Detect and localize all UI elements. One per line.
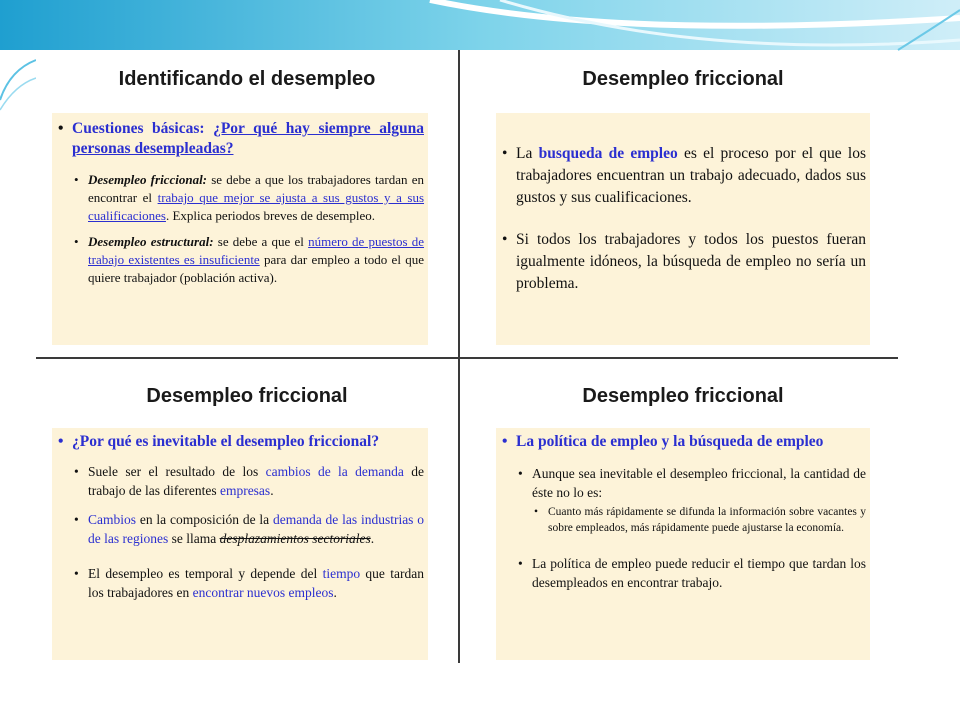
q3-text: El desempleo es temporal y depende del bbox=[88, 566, 318, 581]
q1-question-prefix: Cuestiones básicas: bbox=[72, 120, 205, 137]
q3-text: que tardan los trabajadores en bbox=[88, 566, 424, 600]
q4-subitem-inevitable: • Aunque sea inevitable el desempleo friccional, la cantidad de éste no lo es: bbox=[516, 464, 866, 502]
q3-text: Suele ser el resultado de los bbox=[88, 464, 259, 479]
q3-box bbox=[52, 428, 428, 660]
q3-text: en la composición de la bbox=[139, 512, 270, 527]
q3-term-desplazamientos: desplazamientos sectoriales bbox=[219, 531, 371, 546]
q3-subitem-temporal bbox=[72, 564, 424, 602]
q3-link-encontrar-empleos: encontrar nuevos empleos bbox=[192, 585, 334, 600]
q4-title: Desempleo friccional bbox=[582, 385, 784, 407]
q3-link-demanda-industrias: demanda de las industrias o de las regiones bbox=[88, 512, 425, 546]
q3-text: se llama bbox=[171, 531, 217, 546]
q3-title: Desempleo friccional bbox=[146, 385, 348, 407]
q2-paragraph-1 bbox=[500, 143, 866, 209]
q1-box bbox=[52, 113, 428, 345]
q1-title: Identificando el desempleo bbox=[118, 68, 376, 90]
q1-link-puestos: número de puestos de trabajo existentes es insuficiente bbox=[88, 234, 425, 267]
q2-term-busqueda: busqueda de empleo bbox=[538, 145, 678, 162]
q2-text: La bbox=[516, 145, 533, 162]
q3-text: . bbox=[370, 531, 375, 546]
q3-subitem-composicion bbox=[72, 510, 424, 548]
q1-link-ajuste: trabajo que mejor se ajusta a sus gustos y a sus cualificaciones bbox=[88, 190, 425, 223]
q2-title: Desempleo friccional bbox=[582, 68, 784, 90]
q3-link-empresas: empresas bbox=[219, 483, 271, 498]
q1-text: se debe a que los trabajadores tardan en encontrar el bbox=[88, 172, 424, 205]
q2-box bbox=[496, 113, 870, 345]
q4-heading: • La política de empleo y la búsqueda de empleo bbox=[500, 432, 866, 452]
q3-question: • ¿Por qué es inevitable el desempleo friccional? bbox=[56, 432, 424, 452]
q1-question-link: ¿Por qué hay siempre alguna personas desempleadas? bbox=[72, 120, 424, 157]
q3-text: de trabajo de las diferentes bbox=[88, 464, 424, 498]
q1-text: para dar empleo a todo el que quiere trabajador (población activa). bbox=[88, 252, 424, 285]
q4-box bbox=[496, 428, 870, 660]
q1-subitem-friccional bbox=[72, 171, 424, 225]
q4-subsubitem-informacion: • Cuanto más rápidamente se difunda la información sobre vacantes y sobre empleados, más rápidamente puede ajustarse la economía. bbox=[532, 504, 866, 536]
q3-text: . bbox=[270, 483, 274, 498]
q2-text: es el proceso por el que los trabajadores encuentran un trabajo adecuado, dados sus gustos y sus cualificaciones. bbox=[516, 145, 867, 206]
q4-subitem-politica: • La política de empleo puede reducir el tiempo que tardan los desempleados en encontrar trabajo. bbox=[516, 554, 866, 592]
q3-link-tiempo: tiempo bbox=[322, 566, 361, 581]
q1-term-friccional: Desempleo friccional: bbox=[88, 172, 208, 187]
q2-paragraph-2: • Si todos los trabajadores y todos los puestos fueran igualmente idóneos, la búsqueda de empleo no sería un problema. bbox=[500, 229, 866, 295]
q1-term-estructural: Desempleo estructural: bbox=[88, 234, 214, 249]
q1-question bbox=[56, 119, 424, 159]
q3-link-cambios: Cambios bbox=[88, 512, 137, 527]
q3-subitem-cambios-demanda bbox=[72, 462, 424, 500]
q3-text: . bbox=[333, 585, 337, 600]
q3-link-cambios-demanda: cambios de la demanda bbox=[265, 464, 404, 479]
horizontal-divider bbox=[36, 357, 898, 359]
q1-text: se debe a que el bbox=[217, 234, 304, 249]
q1-text: . Explica periodos breves de desempleo. bbox=[165, 208, 375, 223]
q1-subitem-estructural bbox=[72, 233, 424, 287]
